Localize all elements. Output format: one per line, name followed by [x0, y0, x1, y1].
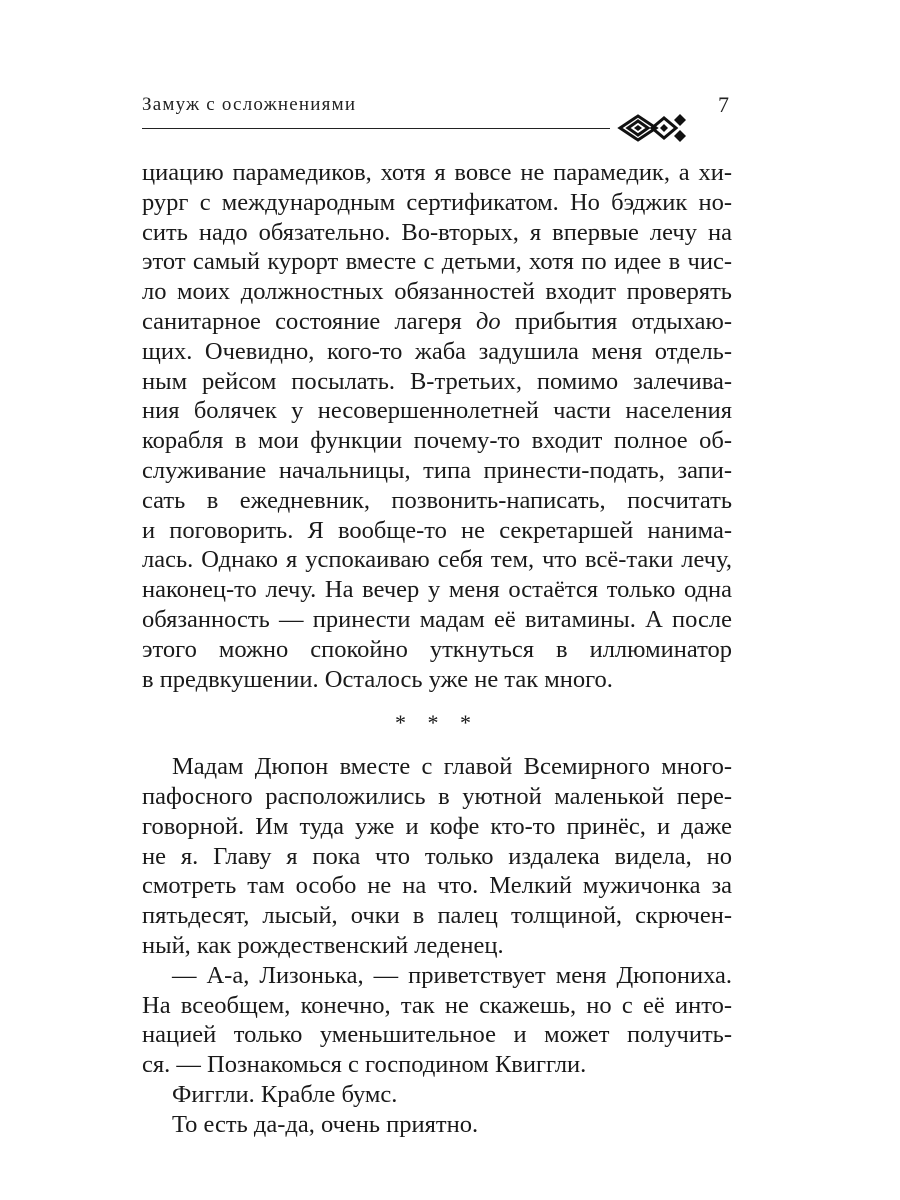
- text-line: ло моих должностных обязанностей входит проверять: [142, 278, 732, 306]
- paragraph: [142, 961, 732, 1080]
- text-line: ным рейсом посылать. В-третьих, помимо залечива-: [142, 367, 732, 395]
- text-line: в предвкушении. Осталось уже не так много.: [142, 665, 613, 693]
- text-line: корабля в мои функции почему-то входит полное об-: [142, 427, 732, 455]
- text-line: То есть да-да, очень приятно.: [172, 1110, 479, 1138]
- text-line: рург с международным сертификатом. Но бэджик но-: [142, 188, 732, 216]
- text-line: пятьдесят, лысый, очки в палец толщиной, скрючен-: [142, 902, 732, 930]
- text-line: и поговорить. Я вообще-то не секретаршей нанима-: [142, 516, 732, 544]
- text-line: лась. Однако я успокаиваю себя тем, что всё-таки лечу,: [142, 546, 732, 574]
- text-line: На всеобщем, конечно, так не скажешь, но с её инто-: [142, 991, 732, 1019]
- page-number: 7: [718, 92, 729, 117]
- text-line: — А-а, Лизонька, — приветствует меня Дюпониха.: [172, 961, 732, 989]
- text-line: нацией только уменьшительное и может получить-: [142, 1021, 732, 1049]
- header-rule: [142, 128, 610, 129]
- section-separator: * * *: [395, 710, 479, 736]
- text-line: ный, как рождественский леденец.: [142, 931, 504, 959]
- text-line: сить надо обязательно. Во-вторых, я впервые лечу на: [142, 218, 732, 246]
- paragraph: [142, 1110, 732, 1140]
- text-line: ся. — Познакомься с господином Квиггли.: [142, 1051, 587, 1079]
- italic-word: до: [475, 307, 501, 335]
- running-title: Замуж с осложнениями: [142, 94, 357, 115]
- text-line: говорной. Им туда уже и кофе кто-то принёс, и даже: [142, 812, 732, 840]
- text-line: щих. Очевидно, кого-то жаба задушила меня отдель-: [142, 337, 732, 365]
- page-header: [142, 88, 742, 148]
- text-line: наконец-то лечу. На вечер у меня остаётся только одна: [142, 576, 732, 604]
- text-segment: прибытия отдыхаю-: [500, 307, 732, 335]
- text-line: пафосного расположились в уютной маленькой пере-: [142, 782, 732, 810]
- page-body: [142, 158, 732, 1140]
- paragraph: [142, 158, 732, 694]
- text-line: не я. Главу я пока что только издалека видела, но: [142, 842, 732, 870]
- paragraph: [142, 1080, 732, 1110]
- paragraph: [142, 752, 732, 961]
- text-line: циацию парамедиков, хотя я вовсе не парамедик, а хи-: [142, 159, 732, 186]
- diamond-ornament-icon: [616, 110, 696, 146]
- text-line: [142, 307, 732, 337]
- text-line: этого можно спокойно уткнуться в иллюминатор: [142, 635, 732, 663]
- text-line: сать в ежедневник, позвонить-написать, посчитать: [142, 486, 732, 514]
- text-segment: санитарное состояние лагеря: [142, 307, 476, 335]
- text-line: обязанность — принести мадам её витамины. А после: [142, 605, 732, 633]
- text-line: смотреть там особо не на что. Мелкий мужичонка за: [142, 872, 732, 900]
- text-line: ния болячек у несовершеннолетней части населения: [142, 397, 732, 425]
- text-line: Мадам Дюпон вместе с главой Всемирного много-: [172, 753, 732, 781]
- text-line: этот самый курорт вместе с детьми, хотя по идее в чис-: [142, 248, 732, 276]
- text-line: служивание начальницы, типа принести-подать, запи-: [142, 456, 732, 484]
- text-line: Фиггли. Крабле бумс.: [172, 1080, 398, 1108]
